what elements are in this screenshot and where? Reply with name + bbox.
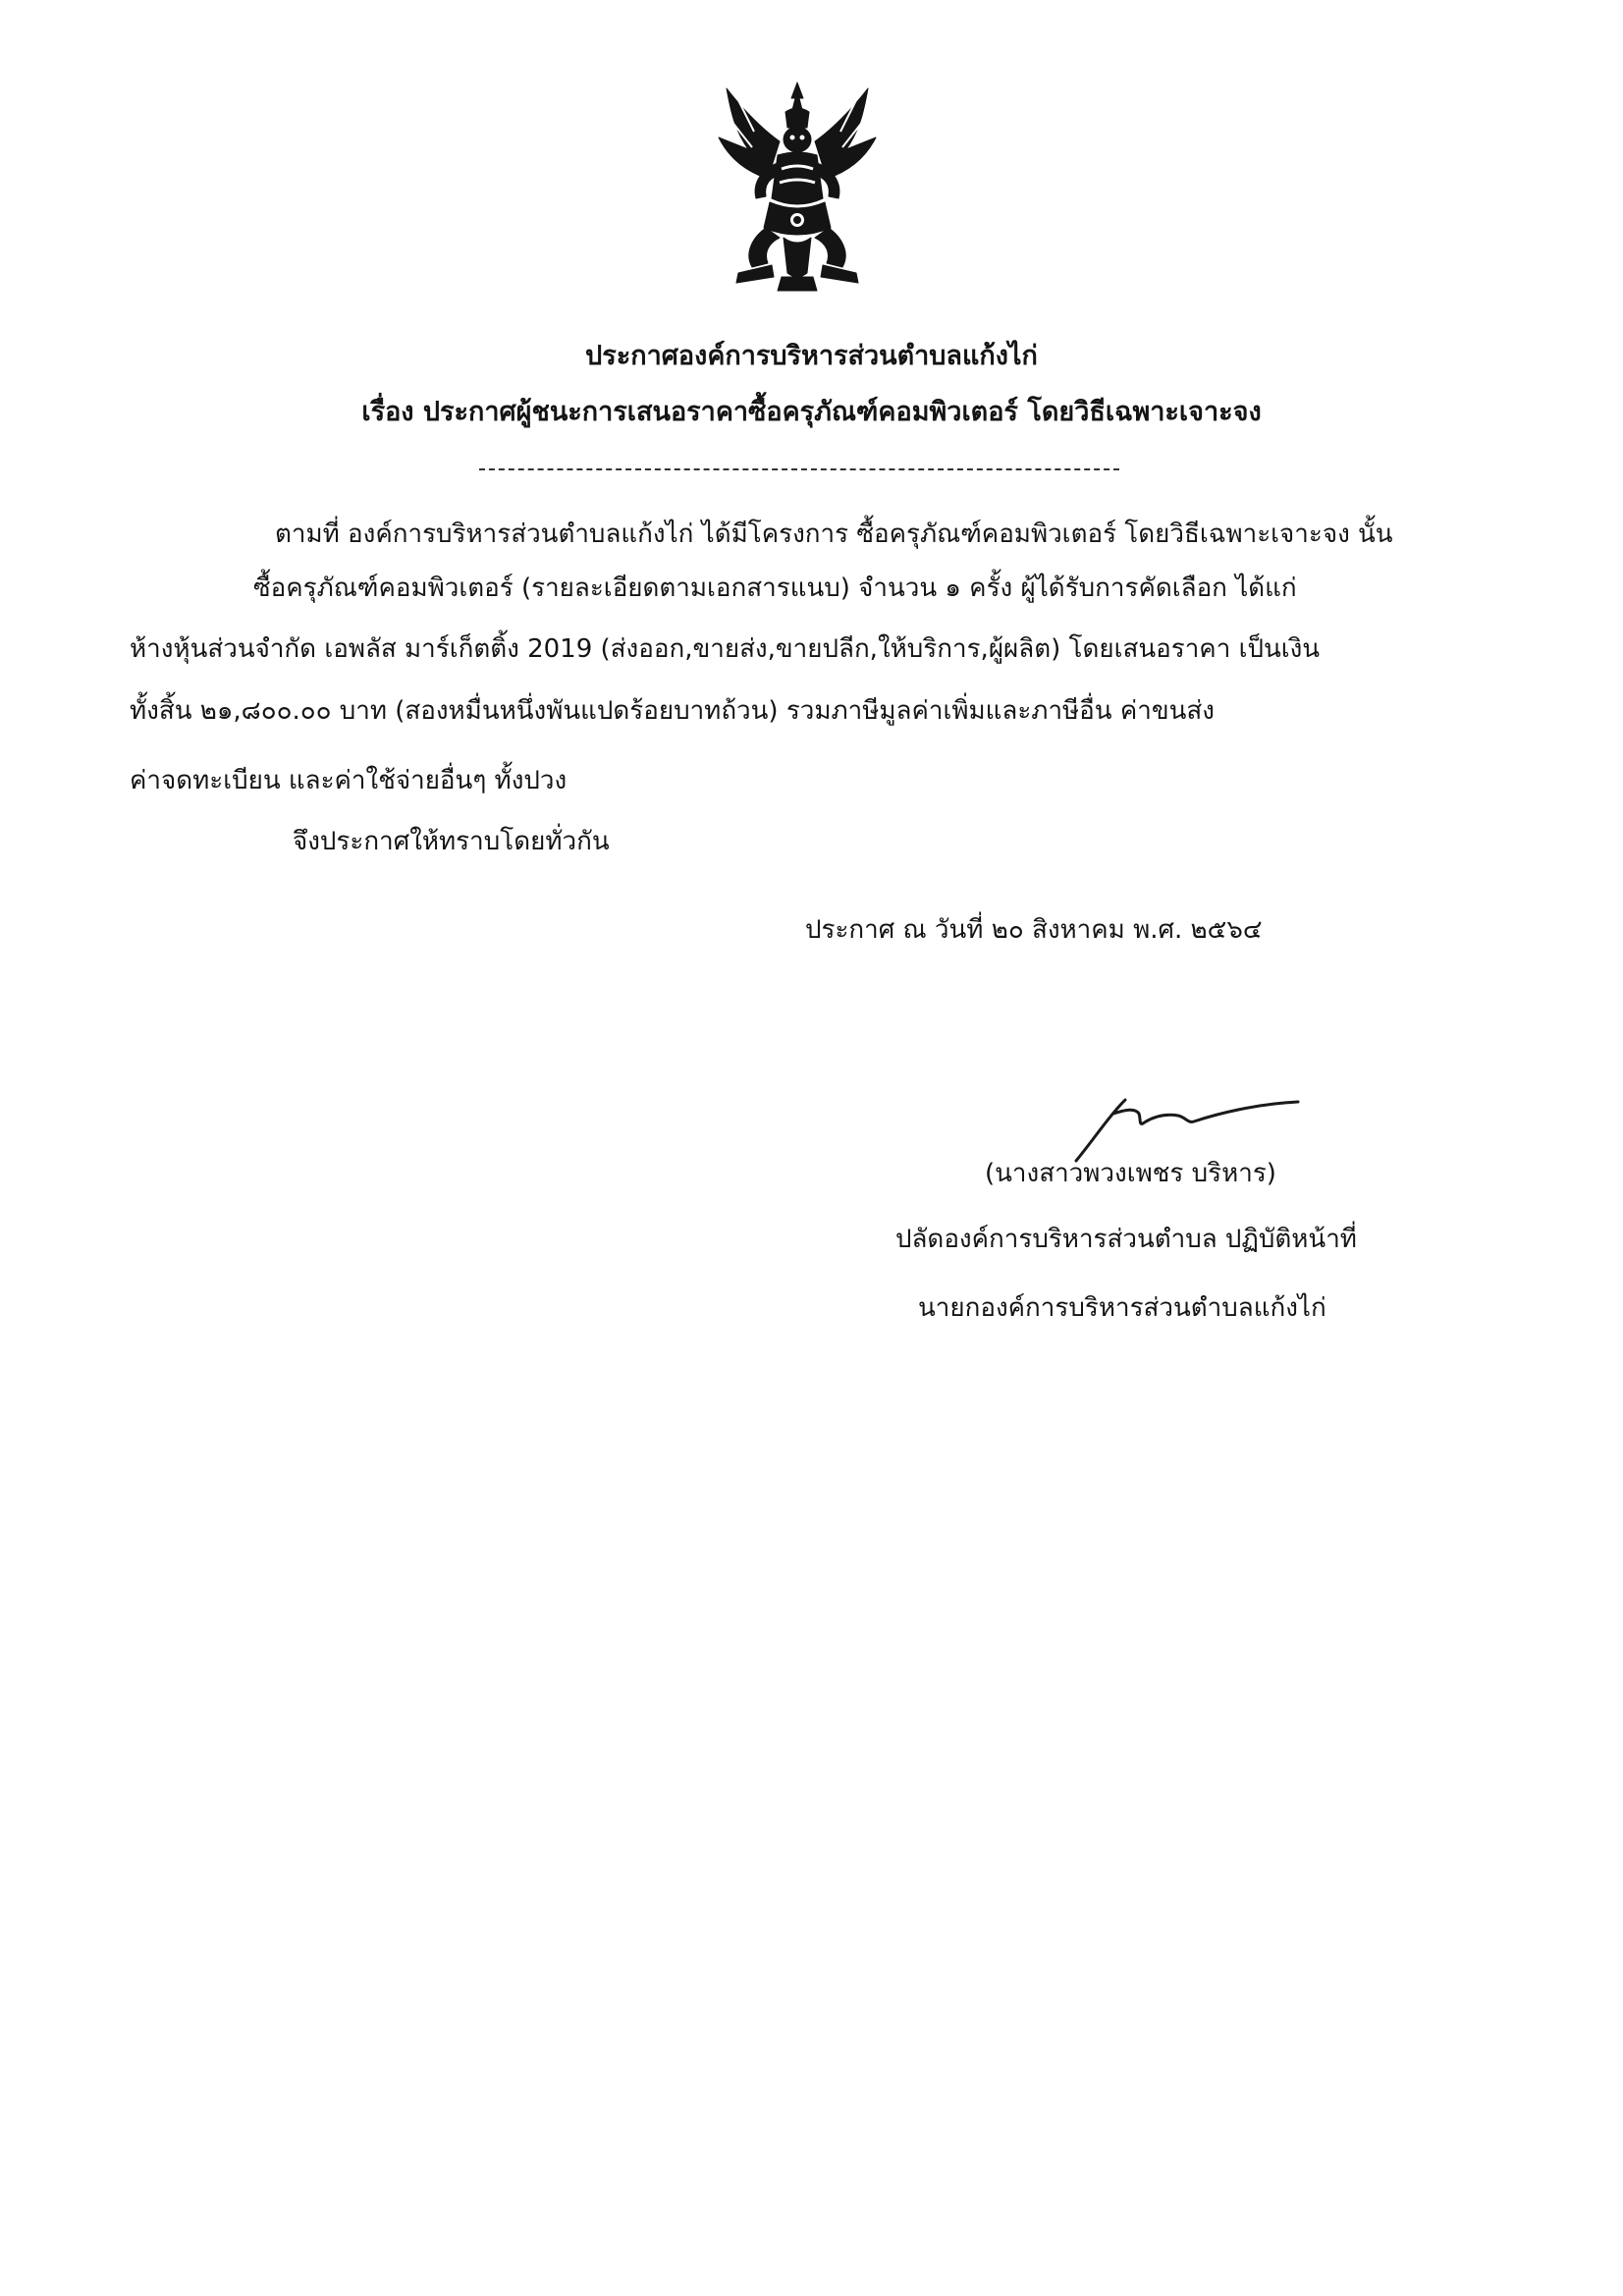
body-line: ค่าจดทะเบียน และค่าใช้จ่ายอื่นๆ ทั้งปวง [130,766,568,795]
body-line: ทั้งสิ้น ๒๑,๘๐๐.๐๐ บาท (สองหมื่นหนึ่งพันแปดร้อยบาทถ้วน) รวมภาษีมูลค่าเพิ่มและภาษีอื่น ค่าขนส่ง [130,696,1215,726]
signatory-position-acting: นายกองค์การบริหารส่วนตำบลแก้งไก่ [918,1293,1326,1323]
title-divider [479,468,1119,470]
announcement-title: ประกาศองค์การบริหารส่วนตำบลแก้งไก่ [585,341,1038,371]
handwritten-signature [1070,1080,1306,1169]
body-line: ห้างหุ้นส่วนจำกัด เอพลัส มาร์เก็ตติ้ง 2019 (ส่งออก,ขายส่ง,ขายปลีก,ให้บริการ,ผู้ผลิต) โดยเสนอราคา เป็นเงิน [130,634,1321,664]
signatory-position: ปลัดองค์การบริหารส่วนตำบล ปฏิบัติหน้าที่ [895,1225,1357,1254]
announcement-subject: เรื่อง ประกาศผู้ชนะการเสนอราคาซื้อครุภัณฑ์คอมพิวเตอร์ โดยวิธีเฉพาะเจาะจง [361,397,1262,427]
garuda-emblem-icon [709,81,886,299]
announcement-date: ประกาศ ณ วันที่ ๒๐ สิงหาคม พ.ศ. ๒๕๖๔ [805,915,1263,945]
signatory-name: (นางสาวพวงเพชร บริหาร) [985,1159,1276,1188]
closing-line: จึงประกาศให้ทราบโดยทั่วกัน [293,827,610,856]
body-line: ซื้อครุภัณฑ์คอมพิวเตอร์ (รายละเอียดตามเอกสารแนบ) จำนวน ๑ ครั้ง ผู้ได้รับการคัดเลือก ได้แก่ [253,574,1297,603]
body-line: ตามที่ องค์การบริหารส่วนตำบลแก้งไก่ ได้มีโครงการ ซื้อครุภัณฑ์คอมพิวเตอร์ โดยวิธีเฉพาะเจาะจง นั้น [275,519,1393,549]
